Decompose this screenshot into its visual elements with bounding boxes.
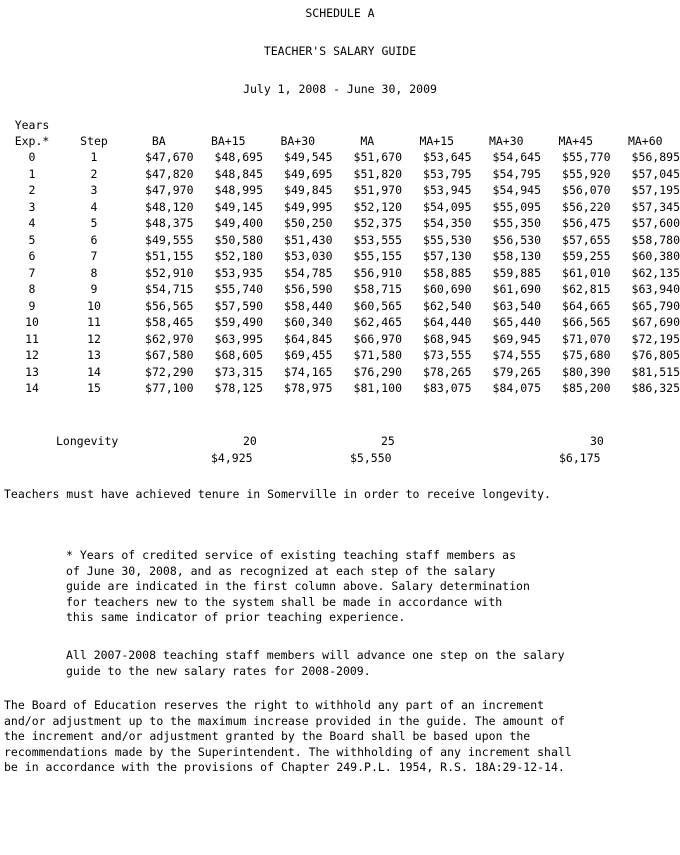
salary-cell: $58,780 xyxy=(631,232,680,247)
step-cell: 3 xyxy=(90,183,98,197)
salary-cell: $54,350 xyxy=(423,216,472,230)
salary-cell: $61,010 xyxy=(562,265,611,280)
table-row xyxy=(0,166,680,183)
salary-cell: $47,670 xyxy=(145,150,194,164)
table-row xyxy=(0,380,680,397)
salary-cell: $48,695 xyxy=(214,150,263,164)
table-row xyxy=(0,182,680,199)
salary-cell: $47,820 xyxy=(145,166,194,181)
column-header: BA+15 xyxy=(210,133,246,148)
column-header: Years Exp.* xyxy=(14,118,50,148)
salary-cell: $55,530 xyxy=(423,232,472,247)
step-cell: 1 xyxy=(90,150,98,164)
column-header: Step xyxy=(80,133,108,148)
table-row xyxy=(0,364,680,381)
salary-cell: $77,100 xyxy=(145,381,194,395)
salary-cell: $60,380 xyxy=(631,249,680,263)
salary-table xyxy=(0,118,680,397)
salary-cell: $57,045 xyxy=(631,166,680,181)
years-exp-cell: 4 xyxy=(28,216,36,230)
salary-cell: $55,740 xyxy=(214,282,263,296)
longevity-25-amount: $5,550 xyxy=(350,451,392,465)
salary-cell: $69,455 xyxy=(284,348,333,362)
salary-cell: $74,165 xyxy=(284,364,333,379)
salary-cell: $83,075 xyxy=(423,381,472,395)
salary-cell: $62,135 xyxy=(631,265,680,280)
salary-cell: $86,325 xyxy=(631,381,680,395)
salary-cell: $64,440 xyxy=(423,315,472,329)
years-exp-cell: 9 xyxy=(28,298,36,313)
salary-cell: $74,555 xyxy=(492,348,541,362)
years-exp-cell: 2 xyxy=(28,183,36,197)
salary-cell: $65,790 xyxy=(631,298,680,313)
salary-cell: $58,440 xyxy=(284,298,333,313)
step-cell: 2 xyxy=(90,166,98,181)
salary-cell: $49,845 xyxy=(284,183,333,197)
salary-cell: $78,975 xyxy=(284,381,333,395)
salary-cell: $54,945 xyxy=(492,183,541,197)
salary-cell: $54,785 xyxy=(284,265,333,280)
salary-cell: $80,390 xyxy=(562,364,611,379)
years-exp-cell: 0 xyxy=(28,150,36,164)
table-row xyxy=(0,265,680,282)
salary-cell: $53,555 xyxy=(353,232,402,247)
salary-cell: $55,920 xyxy=(562,166,611,181)
salary-cell: $55,095 xyxy=(492,199,541,214)
salary-cell: $63,995 xyxy=(214,331,263,346)
salary-cell: $62,815 xyxy=(562,282,611,296)
years-exp-cell: 6 xyxy=(28,249,36,263)
salary-cell: $56,910 xyxy=(353,265,402,280)
salary-cell: $53,935 xyxy=(214,265,263,280)
table-row xyxy=(0,199,680,216)
step-advance-note: All 2007-2008 teaching staff members will advance one step on the salary guide to the new salary rates for 2008-2009. xyxy=(66,648,565,678)
salary-cell: $52,180 xyxy=(214,249,263,263)
salary-cell: $51,670 xyxy=(353,150,402,164)
salary-cell: $52,120 xyxy=(353,199,402,214)
salary-cell: $60,565 xyxy=(353,298,402,313)
salary-cell: $54,795 xyxy=(492,166,541,181)
salary-cell: $54,645 xyxy=(492,150,541,164)
board-reservation-note: The Board of Education reserves the right to withhold any part of an increment and/or adjustment up to the maximum increase provided in the guide. The amount of the increment and/or adjustment granted by the Board shall be based upon the recommendations made by the Superintendent. The withholding of any increment shall be in accordance with the provisions of Chapter 249.P.L. 1954, R.S. 18A:29-12-14. xyxy=(4,698,572,774)
step-cell: 6 xyxy=(90,232,98,247)
salary-cell: $66,565 xyxy=(562,315,611,329)
step-cell: 10 xyxy=(87,298,101,313)
salary-cell: $48,995 xyxy=(214,183,263,197)
salary-cell: $59,885 xyxy=(492,265,541,280)
salary-cell: $81,515 xyxy=(631,364,680,379)
salary-cell: $53,795 xyxy=(423,166,472,181)
salary-cell: $72,195 xyxy=(631,331,680,346)
salary-cell: $62,540 xyxy=(423,298,472,313)
salary-cell: $65,440 xyxy=(492,315,541,329)
salary-cell: $57,600 xyxy=(631,216,680,230)
salary-cell: $71,580 xyxy=(353,348,402,362)
column-header: BA xyxy=(151,133,166,148)
longevity-30-years: 30 xyxy=(590,434,604,448)
salary-cell: $51,430 xyxy=(284,232,333,247)
salary-cell: $67,580 xyxy=(145,348,194,362)
salary-cell: $50,250 xyxy=(284,216,333,230)
salary-cell: $64,845 xyxy=(284,331,333,346)
salary-cell: $49,145 xyxy=(214,199,263,214)
salary-cell: $78,125 xyxy=(214,381,263,395)
salary-cell: $76,290 xyxy=(353,364,402,379)
salary-cell: $75,680 xyxy=(562,348,611,362)
salary-cell: $58,885 xyxy=(423,265,472,280)
salary-cell: $84,075 xyxy=(492,381,541,395)
salary-cell: $73,315 xyxy=(214,364,263,379)
salary-cell: $55,155 xyxy=(353,249,402,263)
salary-cell: $48,375 xyxy=(145,216,194,230)
table-body xyxy=(0,149,680,397)
salary-cell: $49,545 xyxy=(284,150,333,164)
salary-cell: $56,590 xyxy=(284,282,333,296)
salary-cell: $49,400 xyxy=(214,216,263,230)
table-row xyxy=(0,331,680,348)
salary-cell: $54,715 xyxy=(145,282,194,296)
salary-cell: $56,530 xyxy=(492,232,541,247)
years-exp-cell: 11 xyxy=(25,331,39,346)
step-cell: 13 xyxy=(87,348,101,362)
years-exp-cell: 14 xyxy=(25,381,39,395)
salary-cell: $51,820 xyxy=(353,166,402,181)
salary-cell: $51,970 xyxy=(353,183,402,197)
years-exp-cell: 5 xyxy=(28,232,36,247)
years-exp-cell: 7 xyxy=(28,265,36,280)
salary-cell: $66,970 xyxy=(353,331,402,346)
salary-cell: $56,220 xyxy=(562,199,611,214)
salary-cell: $81,100 xyxy=(353,381,402,395)
column-header: BA+30 xyxy=(280,133,316,148)
salary-cell: $68,945 xyxy=(423,331,472,346)
salary-cell: $68,605 xyxy=(214,348,263,362)
salary-cell: $53,945 xyxy=(423,183,472,197)
salary-cell: $49,995 xyxy=(284,199,333,214)
table-row xyxy=(0,215,680,232)
table-row xyxy=(0,232,680,249)
salary-cell: $85,200 xyxy=(562,381,611,395)
date-range: July 1, 2008 - June 30, 2009 xyxy=(243,82,437,96)
step-cell: 8 xyxy=(90,265,98,280)
salary-cell: $63,540 xyxy=(492,298,541,313)
salary-cell: $49,555 xyxy=(145,232,194,247)
column-header: MA+30 xyxy=(488,133,524,148)
step-cell: 9 xyxy=(90,282,98,296)
salary-cell: $56,895 xyxy=(631,150,680,164)
salary-cell: $51,155 xyxy=(145,249,194,263)
years-exp-cell: 13 xyxy=(25,364,39,379)
salary-cell: $64,665 xyxy=(562,298,611,313)
table-row xyxy=(0,298,680,315)
longevity-20-years: 20 xyxy=(243,434,257,448)
salary-cell: $54,095 xyxy=(423,199,472,214)
salary-cell: $67,690 xyxy=(631,315,680,329)
salary-cell: $57,655 xyxy=(562,232,611,247)
salary-cell: $56,565 xyxy=(145,298,194,313)
years-exp-cell: 1 xyxy=(28,166,36,181)
table-row xyxy=(0,281,680,298)
column-header: MA xyxy=(360,133,375,148)
salary-cell: $72,290 xyxy=(145,364,194,379)
table-row xyxy=(0,248,680,265)
salary-cell: $56,475 xyxy=(562,216,611,230)
step-cell: 7 xyxy=(90,249,98,263)
salary-cell: $57,590 xyxy=(214,298,263,313)
salary-cell: $60,690 xyxy=(423,282,472,296)
salary-cell: $58,130 xyxy=(492,249,541,263)
step-cell: 11 xyxy=(87,315,101,329)
tenure-note: Teachers must have achieved tenure in Somerville in order to receive longevity. xyxy=(4,487,551,501)
salary-cell: $63,940 xyxy=(631,282,680,296)
salary-cell: $79,265 xyxy=(492,364,541,379)
salary-cell: $62,465 xyxy=(353,315,402,329)
salary-cell: $76,805 xyxy=(631,348,680,362)
salary-cell: $48,845 xyxy=(214,166,263,181)
salary-cell: $47,970 xyxy=(145,183,194,197)
salary-cell: $56,070 xyxy=(562,183,611,197)
salary-cell: $69,945 xyxy=(492,331,541,346)
longevity-25-years: 25 xyxy=(381,434,395,448)
salary-cell: $60,340 xyxy=(284,315,333,329)
table-header-row xyxy=(0,118,680,149)
salary-cell: $52,375 xyxy=(353,216,402,230)
salary-cell: $55,350 xyxy=(492,216,541,230)
column-header: MA+45 xyxy=(558,133,594,148)
table-row xyxy=(0,347,680,364)
salary-cell: $50,580 xyxy=(214,232,263,247)
step-cell: 14 xyxy=(87,364,101,379)
step-cell: 4 xyxy=(90,199,98,214)
years-exp-cell: 12 xyxy=(25,348,39,362)
longevity-label: Longevity xyxy=(56,434,119,448)
salary-cell: $58,465 xyxy=(145,315,194,329)
salary-cell: $53,645 xyxy=(423,150,472,164)
years-footnote: * Years of credited service of existing teaching staff members as of June 30, 2008, and as recognized at each step of the salary guide are indicated in the first column above. Salary determination for teachers new to the system shall be made in accordance with this same indicator of prior teaching experience. xyxy=(66,548,530,624)
salary-cell: $53,030 xyxy=(284,249,333,263)
table-row xyxy=(0,314,680,331)
table-row xyxy=(0,149,680,166)
guide-title: TEACHER'S SALARY GUIDE xyxy=(263,44,417,58)
salary-cell: $62,970 xyxy=(145,331,194,346)
years-exp-cell: 10 xyxy=(25,315,39,329)
longevity-20-amount: $4,925 xyxy=(211,451,253,465)
salary-cell: $52,910 xyxy=(145,265,194,280)
schedule-title: SCHEDULE A xyxy=(305,6,375,20)
years-exp-cell: 8 xyxy=(28,282,36,296)
salary-cell: $71,070 xyxy=(562,331,611,346)
step-cell: 12 xyxy=(87,331,101,346)
salary-cell: $48,120 xyxy=(145,199,194,214)
column-header: MA+15 xyxy=(419,133,455,148)
step-cell: 15 xyxy=(87,381,101,395)
salary-cell: $78,265 xyxy=(423,364,472,379)
longevity-30-amount: $6,175 xyxy=(559,451,601,465)
salary-cell: $59,490 xyxy=(214,315,263,329)
salary-cell: $57,345 xyxy=(631,199,680,214)
column-header: MA+60 xyxy=(627,133,663,148)
salary-cell: $61,690 xyxy=(492,282,541,296)
salary-cell: $58,715 xyxy=(353,282,402,296)
salary-cell: $55,770 xyxy=(562,150,611,164)
salary-cell: $59,255 xyxy=(562,249,611,263)
years-exp-cell: 3 xyxy=(28,199,36,214)
salary-cell: $57,130 xyxy=(423,249,472,263)
salary-cell: $49,695 xyxy=(284,166,333,181)
step-cell: 5 xyxy=(90,216,98,230)
salary-cell: $73,555 xyxy=(423,348,472,362)
salary-cell: $57,195 xyxy=(631,183,680,197)
